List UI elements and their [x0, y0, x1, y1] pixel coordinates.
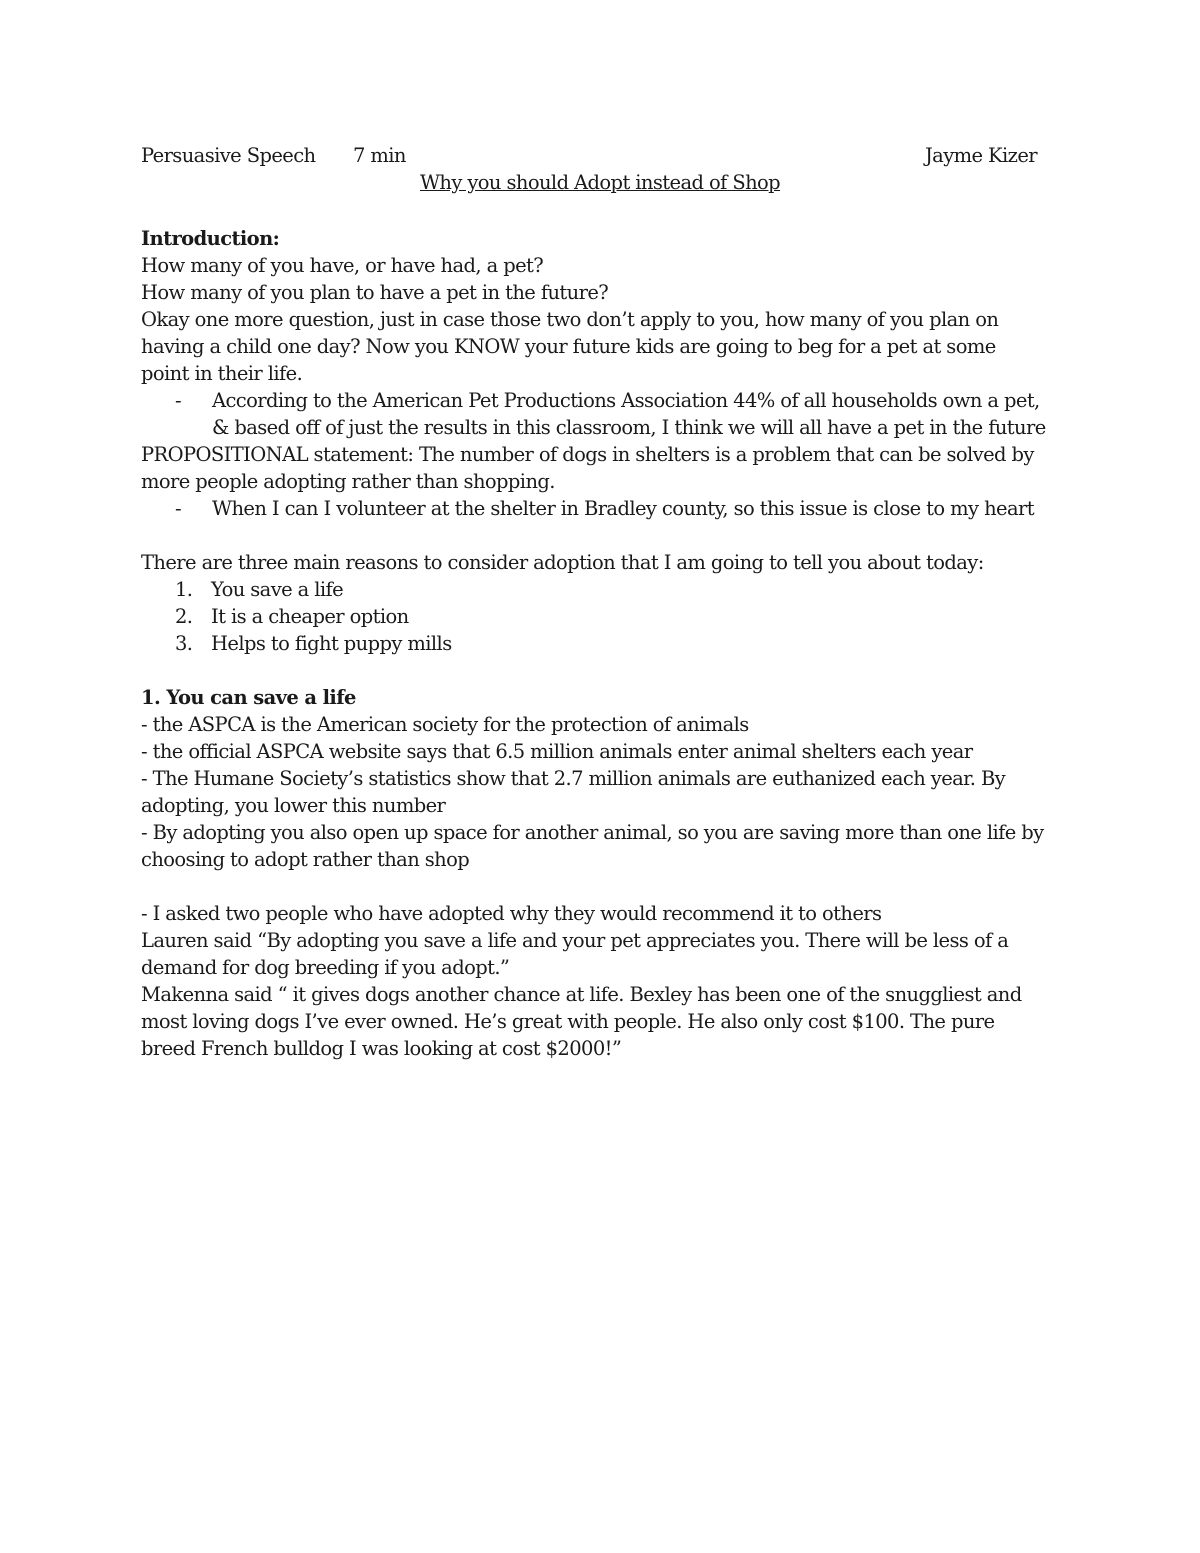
volunteer-text: When I can I volunteer at the shelter in Bradley county, so this issue is close to my heart: [212, 497, 1034, 520]
propositional-line-1: PROPOSITIONAL statement: The number of dogs in shelters is a problem that can be solved by: [141, 443, 1034, 466]
open-space-line-1: - By adopting you also open up space for another animal, so you are saving more than one life by: [141, 821, 1044, 844]
reason-number: 3.: [175, 632, 193, 655]
paragraph-spacer: [141, 657, 1071, 684]
volunteer-bullet: [141, 495, 1071, 522]
introduction-heading: Introduction:: [141, 227, 280, 250]
reason-item: [141, 576, 1071, 603]
intro-question-2: How many of you plan to have a pet in the future?: [141, 281, 609, 304]
statistic-bullet: [141, 387, 1071, 441]
makenna-quote-line-2: most loving dogs I’ve ever owned. He’s great with people. He also only cost $100. The pure: [141, 1010, 995, 1033]
bullet-dash: -: [175, 497, 181, 520]
paragraph-spacer: [141, 873, 1071, 900]
interview-intro: - I asked two people who have adopted why they would recommend it to others: [141, 902, 882, 925]
reason-text: It is a cheaper option: [211, 605, 409, 628]
aspca-definition: - the ASPCA is the American society for the protection of animals: [141, 713, 749, 736]
humane-society-line-1: - The Humane Society’s statistics show that 2.7 million animals are euthanized each year. By: [141, 767, 1006, 790]
intro-question-3-line-3: point in their life.: [141, 362, 303, 385]
duration-label: 7 min: [353, 144, 406, 167]
lauren-quote-line-1: Lauren said “By adopting you save a life and your pet appreciates you. There will be less of a: [141, 929, 1009, 952]
reason-item: [141, 603, 1071, 630]
lauren-quote-line-2: demand for dog breeding if you adopt.”: [141, 956, 510, 979]
author-name: Jayme Kizer: [924, 144, 1037, 167]
statistic-line-2: & based off of just the results in this classroom, I think we will all have a pet in the future: [212, 416, 1046, 439]
section-1-heading: 1. You can save a life: [141, 686, 356, 709]
document-title: Why you should Adopt instead of Shop: [419, 171, 781, 194]
statistic-line-1: According to the American Pet Productions Association 44% of all households own a pet,: [212, 389, 1040, 412]
course-label: Persuasive Speech: [141, 144, 316, 167]
intro-question-3-line-2: having a child one day? Now you KNOW your future kids are going to beg for a pet at some: [141, 335, 996, 358]
reason-text: You save a life: [211, 578, 344, 601]
bullet-dash: -: [175, 389, 181, 412]
reason-number: 1.: [175, 578, 193, 601]
document-body: [141, 225, 1071, 1062]
reason-number: 2.: [175, 605, 193, 628]
reason-text: Helps to fight puppy mills: [211, 632, 452, 655]
makenna-quote-line-1: Makenna said “ it gives dogs another chance at life. Bexley has been one of the snuggliest and: [141, 983, 1022, 1006]
reasons-intro: There are three main reasons to consider adoption that I am going to tell you about today:: [141, 551, 984, 574]
propositional-line-2: more people adopting rather than shopping.: [141, 470, 555, 493]
makenna-quote-line-3: breed French bulldog I was looking at cost $2000!”: [141, 1037, 622, 1060]
paragraph-spacer: [141, 522, 1071, 549]
aspca-statistic: - the official ASPCA website says that 6.5 million animals enter animal shelters each year: [141, 740, 973, 763]
reason-item: [141, 630, 1071, 657]
document-header: [141, 144, 1041, 170]
humane-society-line-2: adopting, you lower this number: [141, 794, 446, 817]
intro-question-3-line-1: Okay one more question, just in case those two don’t apply to you, how many of you plan on: [141, 308, 999, 331]
intro-question-1: How many of you have, or have had, a pet?: [141, 254, 544, 277]
open-space-line-2: choosing to adopt rather than shop: [141, 848, 470, 871]
